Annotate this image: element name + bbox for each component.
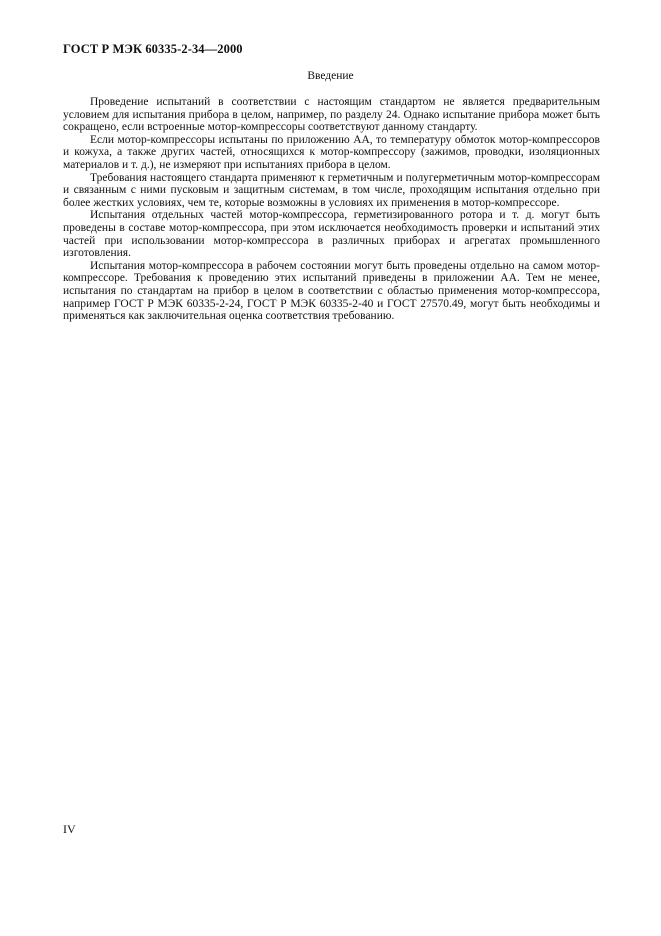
document-header: ГОСТ Р МЭК 60335-2-34—2000 [63,42,243,56]
body-text [63,96,600,323]
page-number: IV [63,822,76,836]
paragraph: Проведение испытаний в соответствии с настоящим стандартом не является предварительным условием для испытания прибора в целом, например, по разделу 24. Однако испытание прибора может быть сокращено, если встроенные мотор-компрессоры соответствуют данному стандарту. [63,96,600,134]
paragraph: Требования настоящего стандарта применяют к герметичным и полугерметичным мотор-компрессорам и связанным с ними пусковым и защитным системам, в том числе, проходящим испытания отдельно при более жестких условиях, чем те, которые возможны в условиях их применения в мотор-компрессоре. [63,171,600,209]
paragraph: Испытания мотор-компрессора в рабочем состоянии могут быть проведены отдельно на самом мотор-компрессоре. Требования к проведению этих испытаний приведены в приложении АА. Тем не менее, испытания по стандартам на прибор в целом в соответствии с областью применения мотор-компрессора, например ГОСТ Р МЭК 60335-2-24, ГОСТ Р МЭК 60335-2-40 и ГОСТ 27570.49, могут быть необходимы и применяться как заключительная оценка соответствия требованию. [63,259,600,323]
paragraph: Если мотор-компрессоры испытаны по приложению АА, то температуру обмоток мотор-компрессоров и кожуха, а также других частей, относящихся к мотор-компрессору (зажимов, проводки, изоляционных материалов и т. д.), не измеряют при испытаниях прибора в целом. [63,133,600,171]
paragraph: Испытания отдельных частей мотор-компрессора, герметизированного ротора и т. д. могут быть проведены в составе мотор-компрессора, при этом исключается необходимость проверки и испытаний этих частей при использовании мотор-компрессора в различных приборах и агрегатах промышленного изготовления. [63,209,600,260]
section-title: Введение [307,70,354,82]
